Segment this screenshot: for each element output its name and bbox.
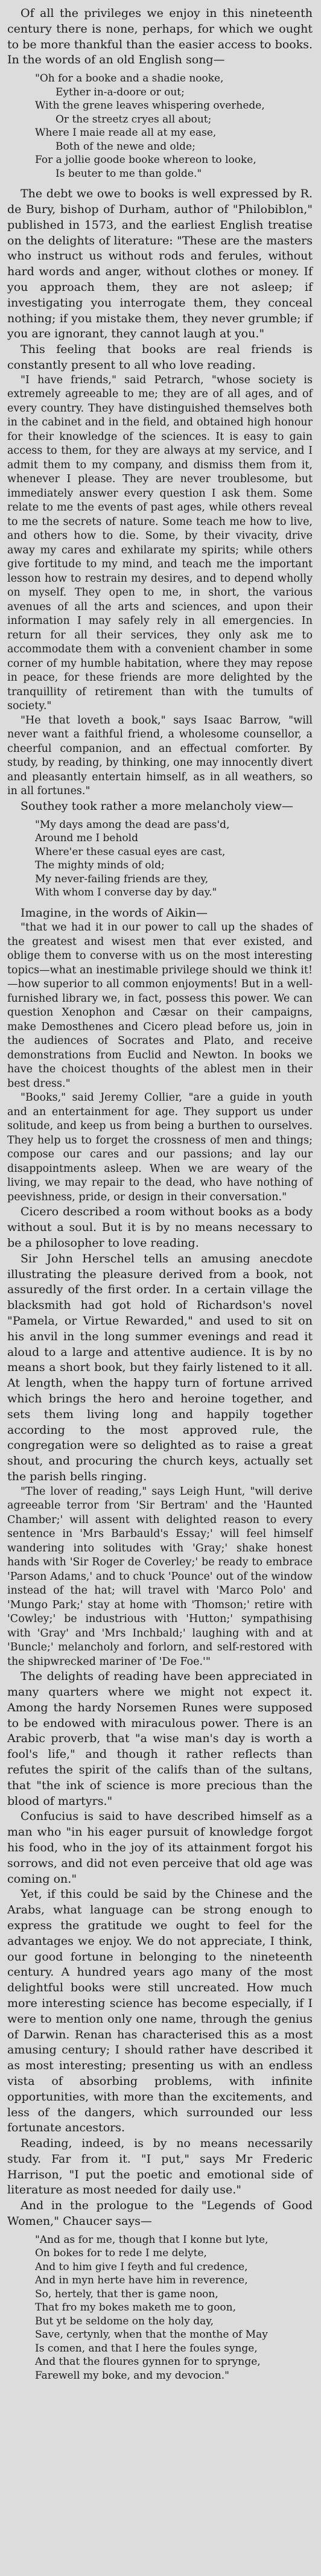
paragraph: Confucius is said to have described himself as a man who "in his eager pursuit of knowledge forgot his food, who in the joy of its attainment forgot his sorrows, and did not even perceive that old age was coming on."	[7, 1810, 313, 1886]
paragraph: "He that loveth a book," says Isaac Barrow, "will never want a faithful friend, a wholesome counsellor, a cheerful companion, and an effectual comforter. By study, by reading, by thinking, one may innocently divert and pleasantly entertain himself, as in all weathers, so in all fortunes."	[7, 714, 313, 798]
verse-line: Save, certynly, when that the monthe of May	[35, 2329, 268, 2341]
verse-line: Around me I behold	[35, 832, 138, 845]
verse-quotation	[7, 818, 313, 900]
paragraph: The debt we owe to books is well expressed by R. de Bury, bishop of Durham, author of "Philobiblon," published in 1573, and the earliest English treatise on the delights of literature: "These are the masters who instruct us without rods and ferules, without hard words and anger, without clothes or money. If you approach them, they are not asleep; if investigating you interrogate them, they conceal nothing; if you mistake them, they never grumble; if you are ignorant, they cannot laugh at you."	[7, 187, 313, 341]
verse-line: Farewell my boke, and my devocion."	[35, 2369, 229, 2382]
paragraph: And in the prologue to the "Legends of Good Women," Chaucer says—	[7, 2199, 313, 2228]
paragraph: "that we had it in our power to call up the shades of the greatest and wisest men that ever existed, and oblige them to converse with us on the most interesting topics—what an inestimable privilege should we think it!—how superior to all common enjoyments! But in a well-furnished library we, in fact, possess this power. We can question Xenophon and Cæsar on their campaigns, make Demosthenes and Cicero plead before us, join in the audiences of Socrates and Plato, and receive demonstrations from Euclid and Newton. In books we have the choicest thoughts of the ablest men in their best dress."	[7, 921, 313, 1090]
opening-paragraph: Of all the privileges we enjoy in this nineteenth century there is none, perhaps, for which we ought to be more thankful than the easier access to books. In the words of an old English song—	[7, 7, 313, 67]
verse-line: The mighty minds of old;	[35, 859, 165, 872]
verse-line: Where'er these casual eyes are cast,	[35, 845, 226, 858]
verse-line: For a jollie goode booke whereon to looke,	[35, 154, 256, 167]
verse-line: "Oh for a booke and a shadie nooke,	[35, 72, 224, 85]
verse-line: But yt be seldome on the holy day,	[35, 2315, 214, 2327]
paragraph: The delights of reading have been appreciated in many quarters where we might not expect it. Among the hardy Norsemen Runes were supposed to be endowed with miraculous power. There is an Arabic proverb, that "a wise man's day is worth a fool's life," and though it rather reflects than refutes the spirit of the califs than of the sultans, that "the ink of science is more precious than the blood of martyrs."	[7, 1670, 313, 1808]
paragraph: Reading, indeed, is by no means necessarily study. Far from it. "I put," says Mr Frederic Harrison, "I put the poetic and emotional side of literature as most needed for daily use."	[7, 2137, 313, 2197]
paragraph: Cicero described a room without books as a body without a soul. But it is by no means necessary to be a philosopher to love reading.	[7, 1205, 313, 1250]
verse-quotation	[7, 2233, 313, 2383]
verse-quotation	[7, 72, 313, 180]
verse-line: Both of the newe and olde;	[56, 140, 195, 153]
paragraph: Imagine, in the words of Aikin—	[21, 906, 208, 920]
paragraph: "Books," said Jeremy Collier, "are a guide in youth and an entertainment for age. They support us under solitude, and keep us from being a burthen to ourselves. They help us to forget the crossness of men and things; compose our cares and our passions; and lay our disappointments asleep. When we are weary of the living, we may repair to the dead, who have nothing of peevishness, pride, or design in their conversation."	[7, 1092, 313, 1203]
paragraph: "The lover of reading," says Leigh Hunt, "will derive agreeable terror from 'Sir Bertram' and the 'Haunted Chamber;' will assent with delighted reason to every sentence in 'Mrs Barbauld's Essay;' will feel himself wandering into solitudes with 'Gray;' shake honest hands with 'Sir Roger de Coverley;' be ready to embrace 'Parson Adams,' and to chuck 'Pounce' out of the window instead of the hat; will travel with 'Marco Polo' and 'Mungo Park;' stay at home with 'Thomson;' retire with 'Cowley;' be industrious with 'Hutton;' sympathising with 'Gray' and 'Mrs Inchbald;' laughing with and at 'Buncle;' melancholy and forlorn, and self-restored with the shipwrecked mariner of 'De Foe.'"	[7, 1485, 313, 1668]
verse-line: So, hertely, that ther is game noon,	[35, 2288, 218, 2300]
verse-line: With the grene leaves whispering overhede,	[35, 100, 265, 112]
verse-line: And that the floures gynnen for to sprynge,	[35, 2356, 261, 2368]
verse-line: On bokes for to rede I me delyte,	[35, 2247, 207, 2260]
verse-line: Or the streetz cryes all about;	[56, 113, 212, 126]
verse-line: That fro my bokes maketh me to goon,	[35, 2301, 237, 2314]
paragraph: Sir John Herschel tells an amusing anecdote illustrating the pleasure derived from a book, not assuredly of the first order. In a certain village the blacksmith had got hold of Richardson's novel "Pamela, or Virtue Rewarded," and used to sit on his anvil in the long summer evenings and read it aloud to a large and attentive audience. It is by no means a short book, but they fairly listened to it all. At length, when the happy turn of fortune arrived which brings the hero and heroine together, and sets them living long and happily together according to the most approved rule, the congregation were so delighted as to raise a great shout, and procuring the church keys, actually set the parish bells ringing.	[7, 1251, 313, 1483]
paragraph: Yet, if this could be said by the Chinese and the Arabs, what language can be strong enough to express the gratitude we ought to feel for the advantages we enjoy. We do not appreciate, I think, our good fortune in belonging to the nineteenth century. A hundred years ago many of the most delightful books were still uncreated. How much more interesting science has become especially, if I were to mention only one name, through the genius of Darwin. Renan has characterised this as a most amusing century; I should rather have described it as most interesting; presenting us with an endless vista of absorbing problems, with infinite opportunities, with more than the excitements, and less of the dangers, which surrounded our less fortunate ancestors.	[7, 1887, 313, 2135]
verse-line: And in myn herte have him in reverence,	[35, 2274, 248, 2287]
paragraph: "I have friends," said Petrarch, "whose society is extremely agreeable to me; they are of all ages, and of every country. They have distinguished themselves both in the cabinet and in the field, and obtained high honour for their knowledge of the sciences. It is easy to gain access to them, for they are always at my service, and I admit them to my company, and dismiss them from it, whenever I please. They are never troublesome, but immediately answer every question I ask them. Some relate to me the events of past ages, while others reveal to me the secrets of nature. Some teach me how to live, and others how to die. Some, by their vivacity, drive away my cares and exhilarate my spirits; while others give fortitude to my mind, and teach me the important lesson how to restrain my desires, and to depend wholly on myself. They open to me, in short, the various avenues of all the arts and sciences, and upon their information I may safely rely in all emergencies. In return for all their services, they only ask me to accommodate them with a convenient chamber in some corner of my humble habitation, where they may repose in peace, for these friends are more delighted by the tranquillity of retirement than with the tumults of society."	[7, 374, 313, 713]
verse-line: "And as for me, though that I konne but lyte,	[35, 2233, 269, 2246]
verse-line: My never-failing friends are they,	[35, 873, 209, 885]
verse-line: Where I maie reade all at my ease,	[35, 127, 217, 139]
verse-line: And to him give I feyth and ful credence,	[35, 2260, 248, 2273]
paragraph: Southey took rather a more melancholy view—	[21, 799, 293, 813]
verse-line: Is comen, and that I here the foules synge,	[35, 2342, 258, 2355]
verse-line: "My days among the dead are pass'd,	[35, 818, 230, 831]
paragraph: This feeling that books are real friends is constantly present to all who love reading.	[7, 343, 313, 372]
verse-line: Is beuter to me than golde."	[56, 167, 202, 180]
verse-line: Eyther in-a-doore or out;	[56, 86, 185, 98]
verse-line: With whom I converse day by day."	[35, 886, 217, 899]
